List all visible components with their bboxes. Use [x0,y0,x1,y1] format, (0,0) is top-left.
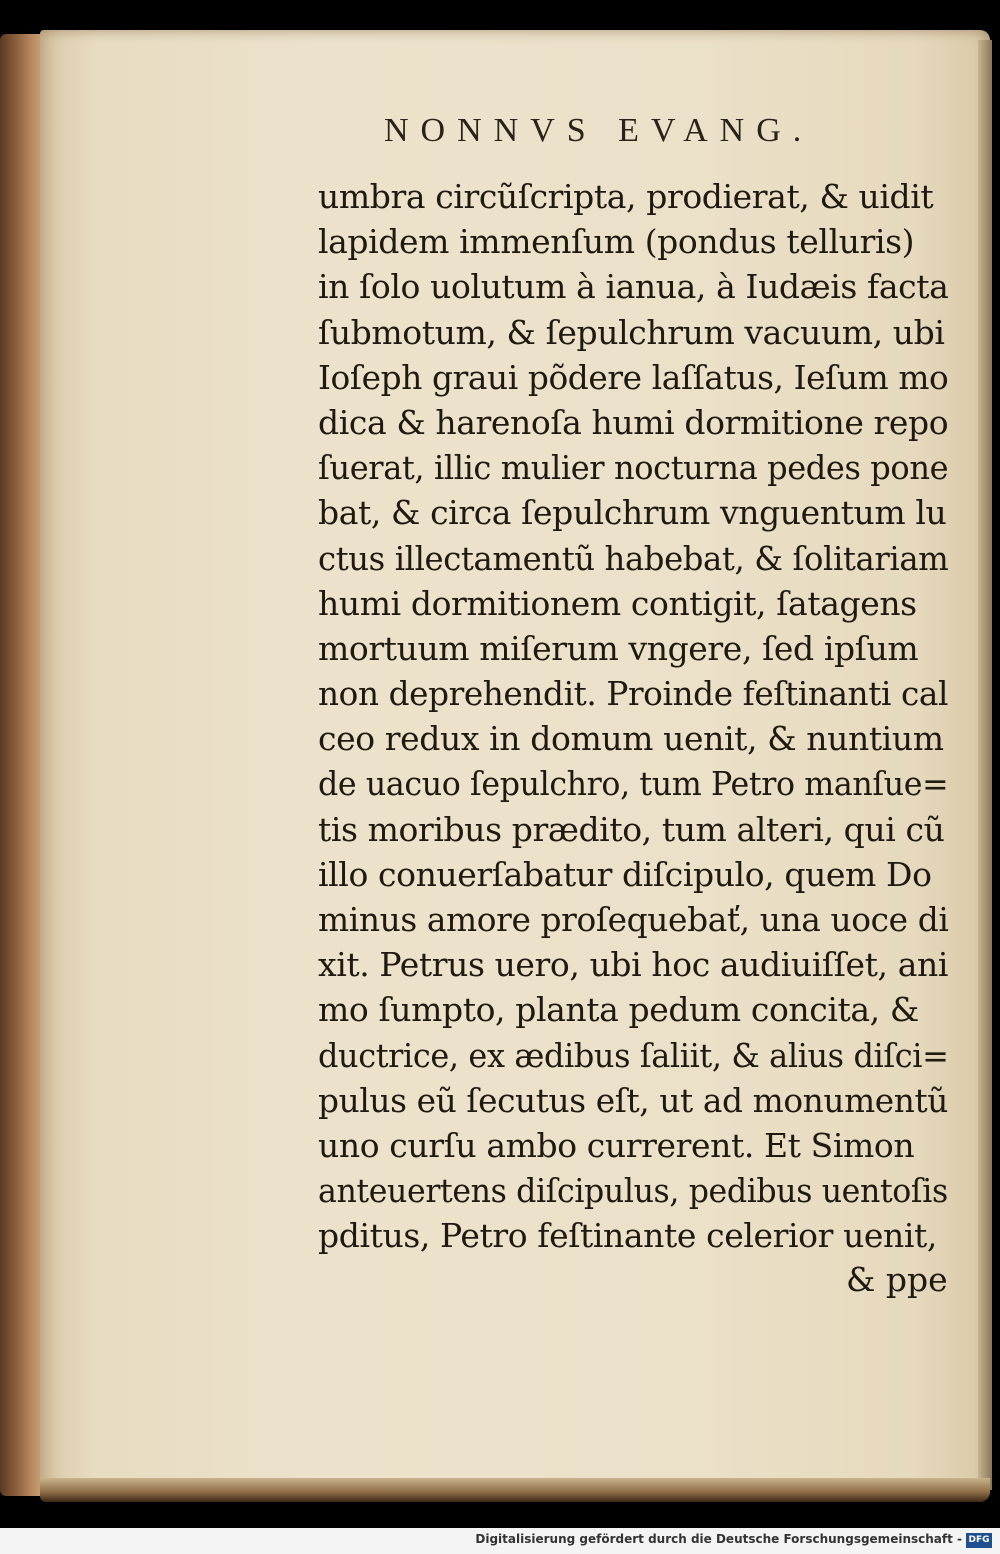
text-line: lapidem immenſum (pondus telluris) [318,222,915,262]
text-line: dica & harenoſa humi dormitione repo [318,402,949,442]
text-line: minus amore proſequebať, una uoce di [318,900,949,939]
catchword: & ppe [846,1260,948,1299]
text-line: Ioſeph graui põdere laſſatus, Ieſum mo [318,357,949,397]
text-line: xit. Petrus uero, ubi hoc audiuiſſet, ani [318,945,948,985]
dfg-logo[interactable]: DFG [966,1533,992,1548]
page-right-edge [978,40,992,1490]
text-line: ſuerat, illic mulier nocturna pedes pone [318,448,949,488]
text-line: anteuertens diſcipulus, pedibus uentoſis [318,1171,948,1211]
text-line: in ſolo uolutum à ianua, à Iudæis facta [318,267,949,307]
text-line: uno curſu ambo currerent. Et Simon [318,1125,915,1165]
text-line: bat, & circa ſepulchrum vnguentum lu [318,493,947,533]
text-line: humi dormitionem contigit, ſatagens [318,583,917,623]
text-line: mortuum miſerum vngere, ſed ipſum [318,628,919,668]
funding-credit: Digitalisierung gefördert durch die Deutsche Forschungsgemeinschaft - [475,1532,962,1546]
text-line: ctus illectamentũ habebat, & ſolitariam [318,538,949,578]
text-block [318,174,948,1259]
text-line: illo conuerſabatur diſcipulo, quem Do [318,854,932,894]
running-head: NONNVS EVANG. [384,112,814,149]
text-line: pulus eũ ſecutus eſt, ut ad monumentũ [318,1080,949,1120]
page-bottom-edge [40,1478,990,1502]
text-line: de uacuo ſepulchro, tum Petro manſue= [318,764,949,804]
footer-bar [0,1528,1000,1554]
text-line: mo ſumpto, planta pedum concita, & [318,990,919,1030]
text-line: ceo redux in domum uenit, & nuntium [318,719,944,759]
text-line: ductrice, ex ædibus ſaliit, & alius diſci= [318,1035,949,1075]
text-line: ſubmotum, & ſepulchrum vacuum, ubi [318,312,945,352]
text-line: non deprehendit. Proinde feſtinanti cal [318,674,949,714]
text-line: umbra circũſcripta, prodierat, & uidit [318,177,934,216]
text-line: pditus, Petro feſtinante celerior uenit, [318,1216,938,1256]
text-line: tis moribus prædito, tum alteri, qui cũ [318,809,945,849]
